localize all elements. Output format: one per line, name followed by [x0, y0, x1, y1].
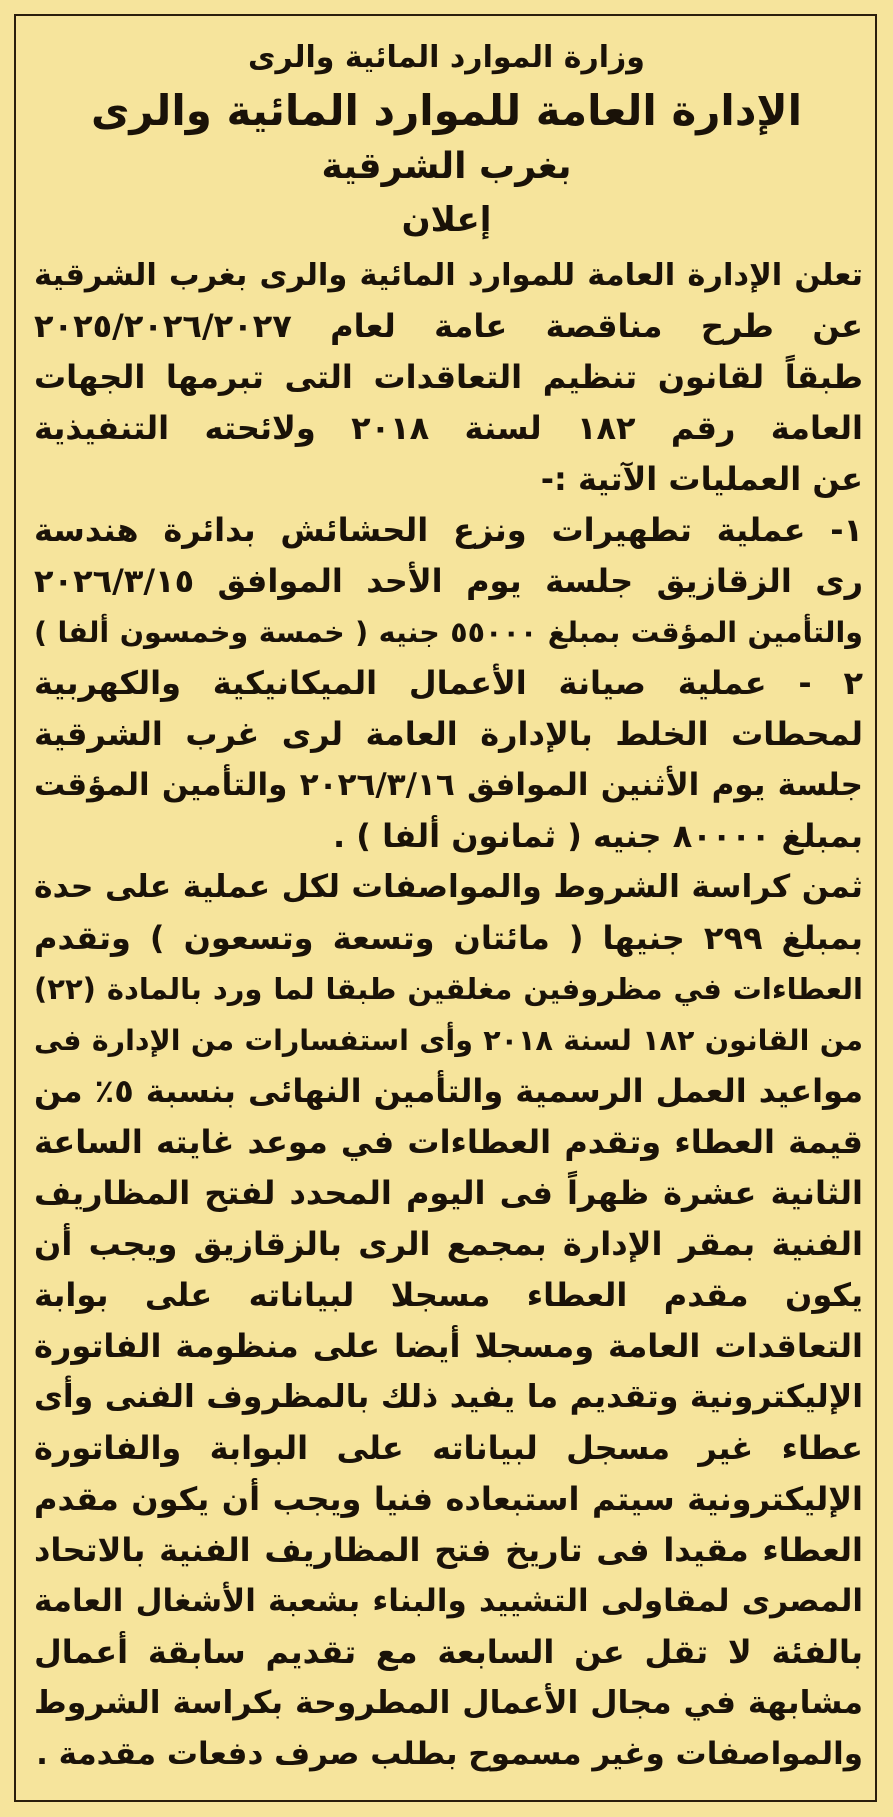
body-line: المصرى لمقاولى التشييد والبناء بشعبة الأشغال العامة	[34, 1583, 863, 1619]
body-line: الثانية عشرة ظهراً فى اليوم المحدد لفتح المظاريف	[34, 1174, 863, 1212]
body-line: عطاء غير مسجل لبياناته على البوابة والفاتورة	[34, 1429, 863, 1467]
body-line: جلسة يوم الأثنين الموافق ٢٠٢٦/٣/١٦ والتأمين المؤقت	[34, 767, 863, 803]
body-line: عن طرح مناقصة عامة لعام ٢٠٢٥/٢٠٢٦/٢٠٢٧	[34, 307, 863, 345]
body-line: قيمة العطاء وتقدم العطاءات في موعد غايته الساعة	[34, 1123, 863, 1161]
region-title: بغرب الشرقية	[321, 146, 572, 187]
body-line: العامة رقم ١٨٢ لسنة ٢٠١٨ ولائحته التنفيذية	[34, 409, 863, 447]
announcement-body	[34, 250, 863, 1780]
announcement-heading: إعلان	[401, 200, 492, 240]
body-line: مواعيد العمل الرسمية والتأمين النهائى بنسبة ٥٪ من	[34, 1072, 863, 1110]
body-line: ثمن كراسة الشروط والمواصفات لكل عملية على حدة	[34, 869, 863, 905]
body-line: ١- عملية تطهيرات ونزع الحشائش بدائرة هندسة	[34, 511, 863, 549]
body-line: ٢ - عملية صيانة الأعمال الميكانيكية والكهربية	[34, 664, 863, 702]
body-line: طبقاً لقانون تنظيم التعاقدات التى تبرمها الجهات	[34, 358, 863, 396]
body-line: تعلن الإدارة العامة للموارد المائية والرى بغرب الشرقية	[34, 258, 863, 293]
body-line: بالفئة لا تقل عن السابعة مع تقديم سابقة أعمال	[34, 1633, 863, 1671]
body-line: والمواصفات وغير مسموح بطلب صرف دفعات مقدمة .	[36, 1736, 863, 1772]
body-line: لمحطات الخلط بالإدارة العامة لرى غرب الشرقية	[34, 715, 863, 753]
body-line: يكون مقدم العطاء مسجلا لبياناته على بوابة	[34, 1276, 863, 1314]
body-line: العطاءات في مظروفين مغلقين طبقا لما ورد بالمادة (٢٢)	[34, 972, 863, 1006]
body-line: من القانون ١٨٢ لسنة ٢٠١٨ وأى استفسارات من الإدارة فى	[34, 1024, 863, 1057]
body-line: رى الزقازيق جلسة يوم الأحد الموافق ٢٠٢٦/٣/١٥	[34, 562, 863, 600]
ministry-title: وزارة الموارد المائية والرى	[248, 40, 645, 75]
body-line: الإليكترونية سيتم استبعاده فنيا ويجب أن يكون مقدم	[34, 1480, 863, 1518]
body-line: الفنية بمقر الإدارة بمجمع الرى بالزقازيق ويجب أن	[34, 1225, 863, 1263]
administration-title: الإدارة العامة للموارد المائية والرى	[90, 86, 803, 135]
body-line: بمبلغ ٢٩٩ جنيها ( مائتان وتسعة وتسعون ) وتقدم	[34, 919, 863, 957]
body-line: مشابهة في مجال الأعمال المطروحة بكراسة الشروط	[34, 1685, 863, 1721]
body-line: الإليكترونية وتقديم ما يفيد ذلك بالمظروف الفنى وأى	[34, 1379, 863, 1415]
body-line: العطاء مقيدا فى تاريخ فتح المظاريف الفنية بالاتحاد	[34, 1531, 863, 1569]
body-line: والتأمين المؤقت بمبلغ ٥٥٠٠٠ جنيه ( خمسة وخمسون ألفا )	[34, 616, 863, 649]
body-line: بمبلغ ٨٠٠٠٠ جنيه ( ثمانون ألفا ) .	[333, 817, 863, 855]
body-line: عن العمليات الآتية :-	[540, 460, 863, 498]
body-line: التعاقدات العامة ومسجلا أيضا على منظومة الفاتورة	[34, 1327, 863, 1365]
